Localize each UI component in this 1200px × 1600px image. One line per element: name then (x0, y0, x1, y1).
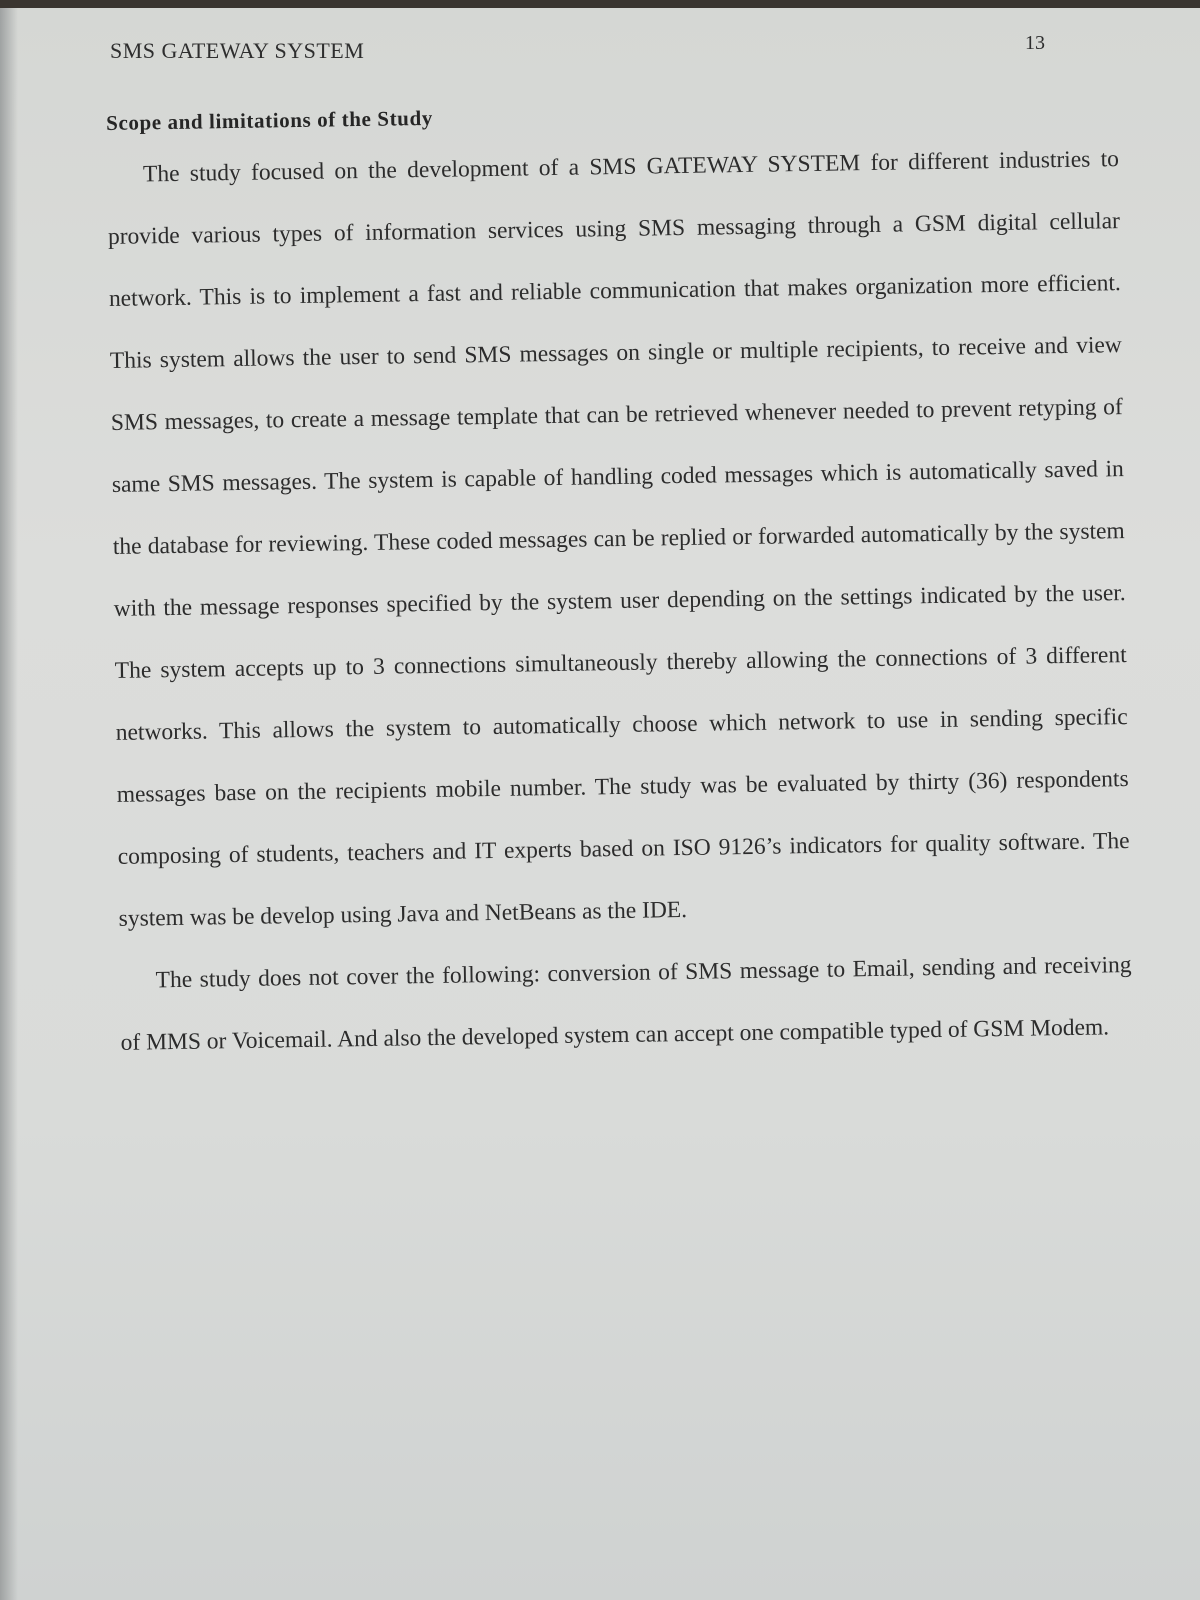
page-body (106, 95, 1133, 1074)
page-number: 13 (1025, 32, 1045, 54)
section-heading: Scope and limitations of the Study (106, 105, 434, 135)
running-header-title: SMS GATEWAY SYSTEM (110, 38, 365, 63)
document-page (0, 8, 1200, 1600)
page-edge-shadow (0, 8, 18, 1600)
body-paragraph-limitations: The study does not cover the following: conversion of SMS message to Email, sending and receiving of MMS or Voicemail. And also the developed system can accept one compatible typed of GSM Modem. (120, 951, 1132, 1056)
body-paragraph-scope: The study focused on the development of a SMS GATEWAY SYSTEM for different industries to provide various types of information services using SMS messaging through a GSM digital cellular network. This is to implement a fast and reliable communication that makes organization more efficient. This system allows the user to send SMS messages on single or multiple recipients, to receive and view SMS messages, to create a message template that can be retrieved whenever needed to prevent retyping of same SMS messages. The system is capable of handling coded messages which is automatically saved in the database for reviewing. These coded messages can be replied or forwarded automatically by the system with the message responses specified by the system user depending on the settings indicated by the user. The system accepts up to 3 connections simultaneously thereby allowing the connections of 3 different networks. This allows the system to automatically choose which network to use in sending specific messages base on the recipients mobile number. The study was be evaluated by thirty (36) respondents composing of students, teachers and IT experts based on ISO 9126’s indicators for quality software. The system was be develop using Java and NetBeans as the IDE. (107, 146, 1130, 932)
